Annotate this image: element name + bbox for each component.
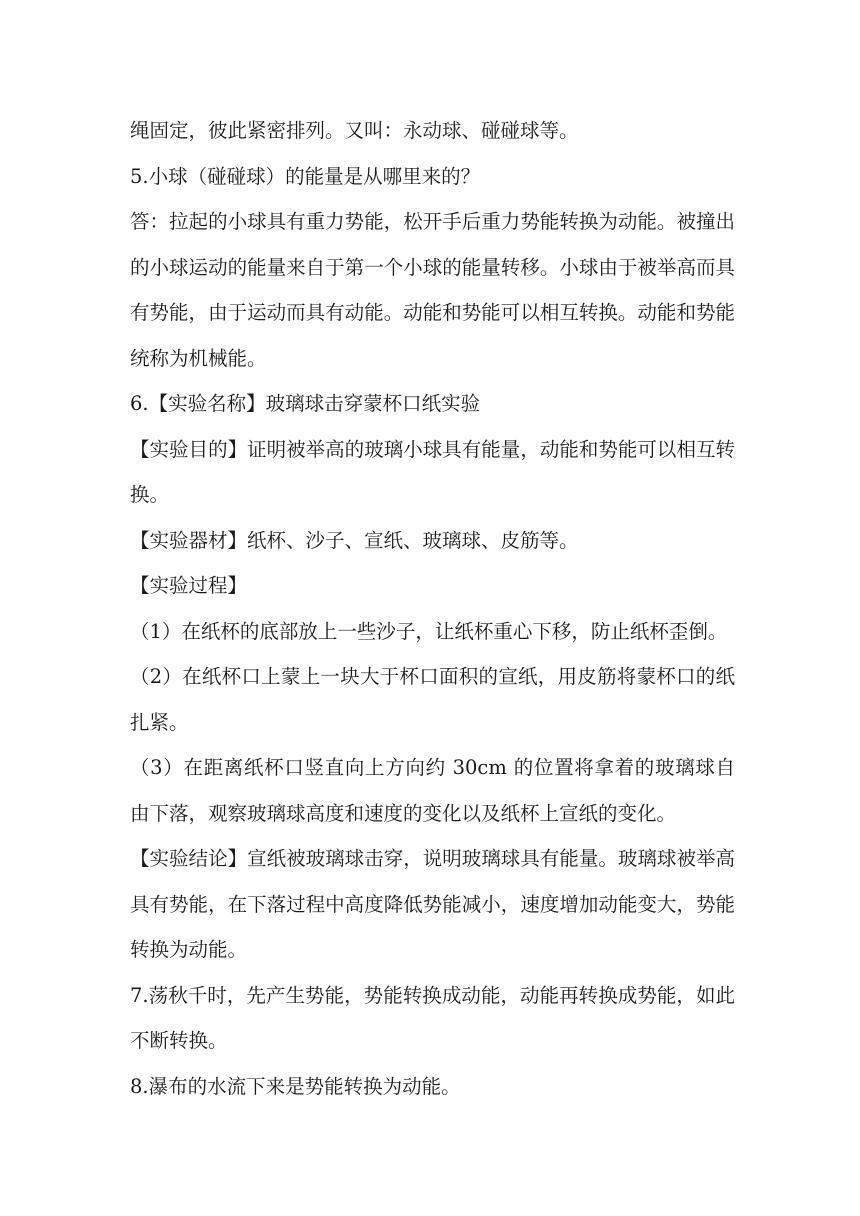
question-5: 5.小球（碰碰球）的能量是从哪里来的？ (130, 164, 481, 188)
answer-5: 答：拉起的小球具有重力势能，松开手后重力势能转换为动能。被撞出的小球运动的能量来自于第一个小球的能量转移。小球由于被举高而具有势能，由于运动而具有动能。动能和势能可以相互转换。动能和势能统称为机械能。 (130, 210, 735, 370)
paragraph-continuation: 绳固定，彼此紧密排列。又叫：永动球、碰碰球等。 (130, 119, 579, 142)
experiment-name: 6.【实验名称】玻璃球击穿蒙杯口纸实验 (130, 392, 481, 415)
item-8: 8.瀑布的水流下来是势能转换为动能。 (130, 1074, 461, 1098)
document-body (130, 108, 735, 1109)
process-step-1: （1）在纸杯的底部放上一些沙子，让纸杯重心下移，防止纸杯歪倒。 (130, 619, 728, 643)
item-7: 7.荡秋千时，先产生势能，势能转换成动能，动能再转换成势能，如此不断转换。 (130, 983, 735, 1052)
process-step-2: （2）在纸杯口上蒙上一块大于杯口面积的宣纸，用皮筋将蒙杯口的纸扎紧。 (130, 665, 735, 734)
experiment-purpose: 【实验目的】证明被举高的玻璃小球具有能量，动能和势能可以相互转换。 (130, 437, 735, 506)
experiment-materials: 【实验器材】纸杯、沙子、宣纸、玻璃球、皮筋等。 (130, 528, 579, 552)
experiment-conclusion: 【实验结论】宣纸被玻璃球击穿，说明玻璃球具有能量。玻璃球被举高具有势能，在下落过程中高度降低势能减小，速度增加动能变大，势能转换为动能。 (130, 847, 735, 961)
process-step-3: （3）在距离纸杯口竖直向上方向约 30cm 的位置将拿着的玻璃球自由下落，观察玻璃球高度和速度的变化以及纸杯上宣纸的变化。 (130, 756, 735, 825)
experiment-process-heading: 【实验过程】 (130, 574, 248, 597)
